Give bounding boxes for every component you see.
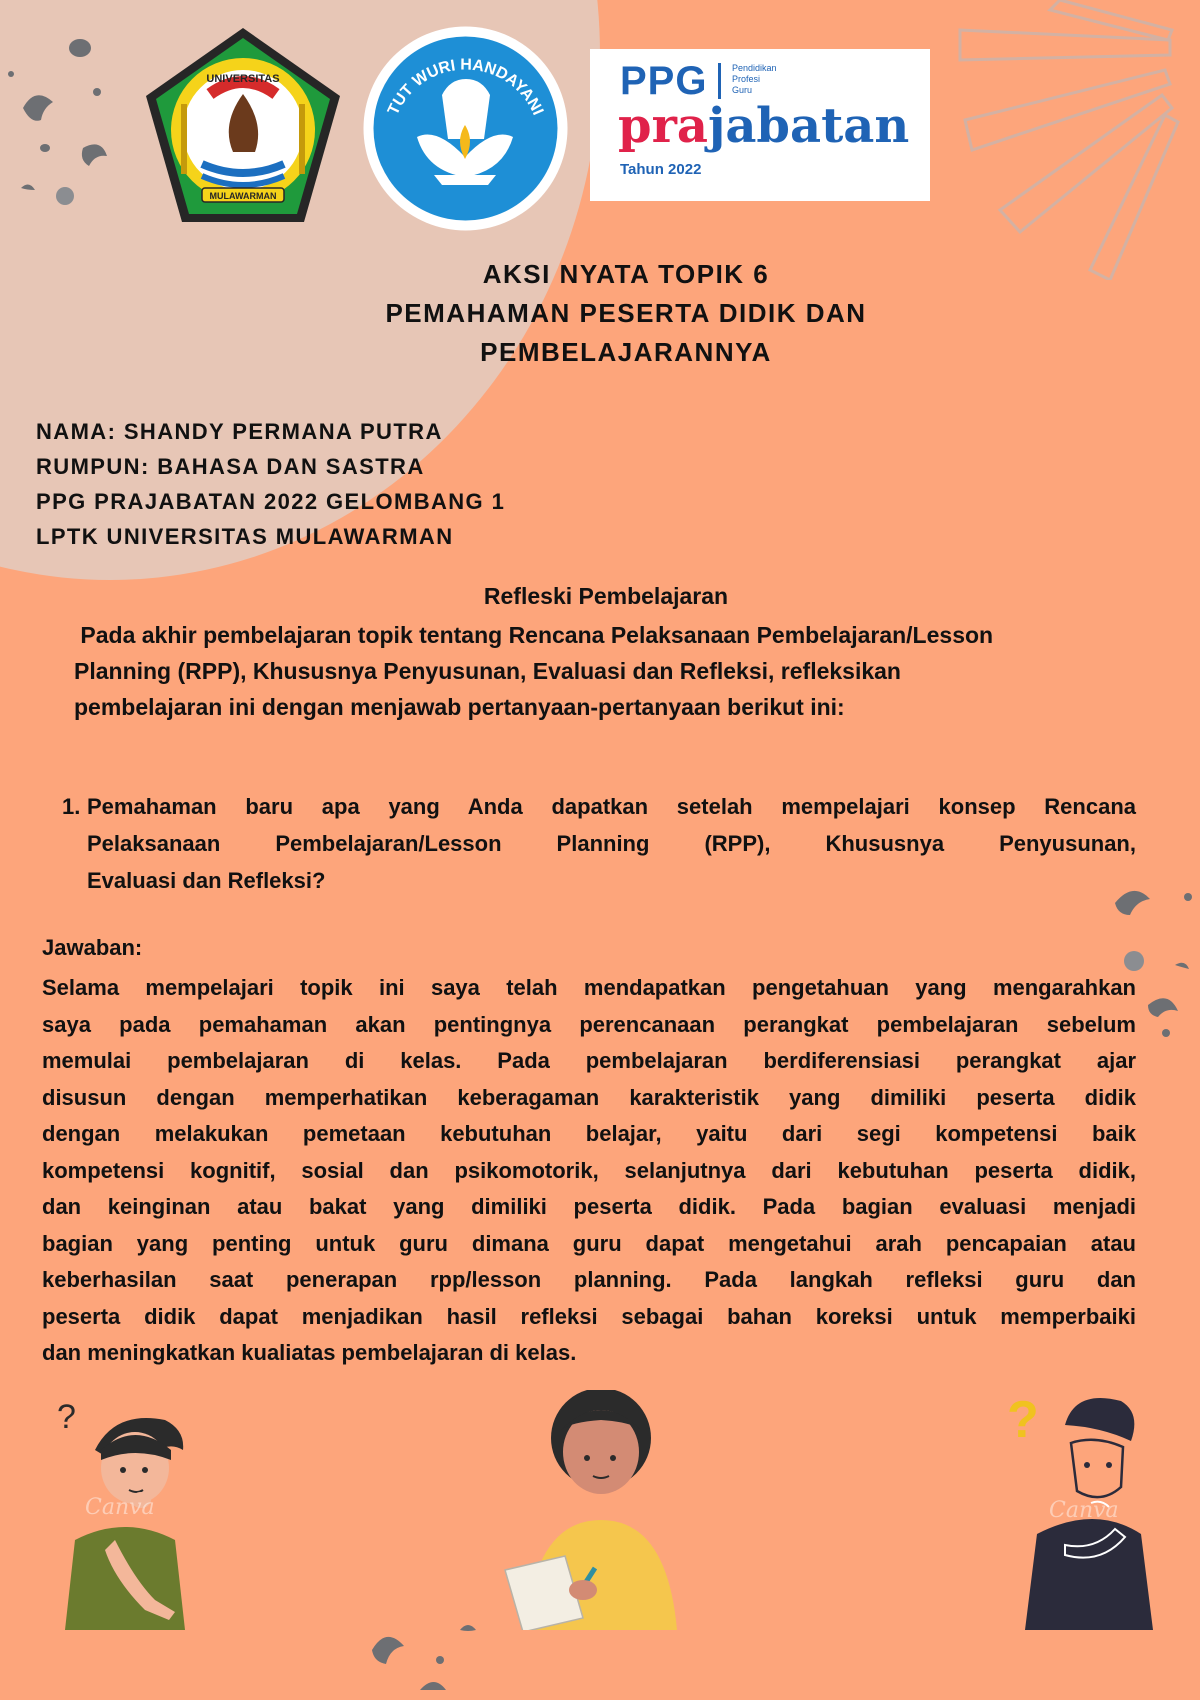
identity-lptk: LPTK UNIVERSITAS MULAWARMAN (36, 524, 454, 549)
ppg-logo-text: PPG (620, 59, 708, 103)
question-text: Pemahaman baru apa yang Anda dapatkan setelah mempelajari konsep Rencana Pelaksanaan Pembelajaran/Lesson Planning (RPP), Khususnya Penyusunan, Evaluasi dan Refleksi? (87, 794, 1136, 893)
university-logo (140, 24, 346, 230)
question-number: 1. (62, 794, 81, 819)
reflection-intro: Pada akhir pembelajaran topik tentang Rencana Pelaksanaan Pembelajaran/Lesson Planning (RPP), Khususnya Penyusunan, Evaluasi dan Refleksi, refleksikan pembelajaran ini dengan menjawab pertanyaan-pertanyaan berikut ini: (74, 622, 994, 720)
answer-body: Selama mempelajari topik ini saya telah mendapatkan pengetahuan yang mengarahkan saya pada pemahaman akan pentingnya perencanaan perangkat pembelajaran sebelum memulai pembelajaran di kelas. Pada pembelajaran berdiferensiasi perangkat ajar disusun dengan memperhatikan keberagaman karakteristik yang dimiliki peserta didik dengan melakukan pemetaan kebutuhan belajar, yaitu dari segi kompetensi baik kompetensi kognitif, sosial dan psikomotorik, selanjutnya dari kebutuhan peserta didik, dan keinginan atau bakat yang dimiliki peserta didik. Pada bagian evaluasi menjadi bagian yang penting untuk guru dimana guru dapat mengetahui arah pencapaian atau keberhasilan saat penerapan rpp/lesson planning. Pada langkah refleksi guru dan peserta didik dapat menjadikan hasil refleksi sebagai bahan koreksi untuk memperbaiki dan meningkatkan kualiatas pembelajaran di kelas. (42, 975, 1136, 1365)
identity-name: NAMA: SHANDY PERMANA PUTRA (36, 419, 443, 444)
kemdikbud-motto: TUT WURI HANDAYANI (384, 56, 547, 118)
ppg-logo-wordmark: prajabatan (618, 98, 910, 154)
identity-rumpun: RUMPUN: BAHASA DAN SASTRA (36, 454, 425, 479)
university-ribbon-text: MULAWARMAN (209, 191, 277, 201)
question-mark-icon: ? (1007, 1391, 1039, 1449)
thinking-student-illustration-left (45, 1390, 205, 1630)
title-line: AKSI NYATA TOPIK 6 (482, 259, 770, 289)
sunburst-decoration (940, 0, 1200, 280)
identity-program: PPG PRAJABATAN 2022 GELOMBANG 1 (36, 489, 506, 514)
answer-label: Jawaban: (42, 935, 143, 960)
ppg-logo-subtitle: Pendidikan Profesi Guru (732, 63, 777, 95)
question-mark-icon: ? (57, 1398, 76, 1436)
canva-watermark: Canva (1049, 1498, 1119, 1523)
splash-decoration-left (5, 30, 115, 210)
document-title (0, 255, 1200, 372)
ppg-logo-divider (718, 63, 721, 99)
ppg-logo-year: Tahun 2022 (620, 161, 702, 178)
identity-block (36, 414, 505, 554)
title-line: PEMAHAMAN PESERTA DIDIK DAN (385, 298, 867, 328)
kemdikbud-logo (362, 25, 569, 232)
ppg-prajabatan-logo (590, 49, 930, 201)
reflection-heading: Refleski Pembelajaran (483, 583, 729, 609)
university-ring-text: UNIVERSITAS (206, 73, 280, 85)
canva-watermark: Canva (85, 1495, 155, 1520)
writing-student-illustration (465, 1390, 725, 1630)
title-line: PEMBELAJARANNYA (480, 337, 772, 367)
thinking-student-illustration-right (1005, 1385, 1165, 1630)
